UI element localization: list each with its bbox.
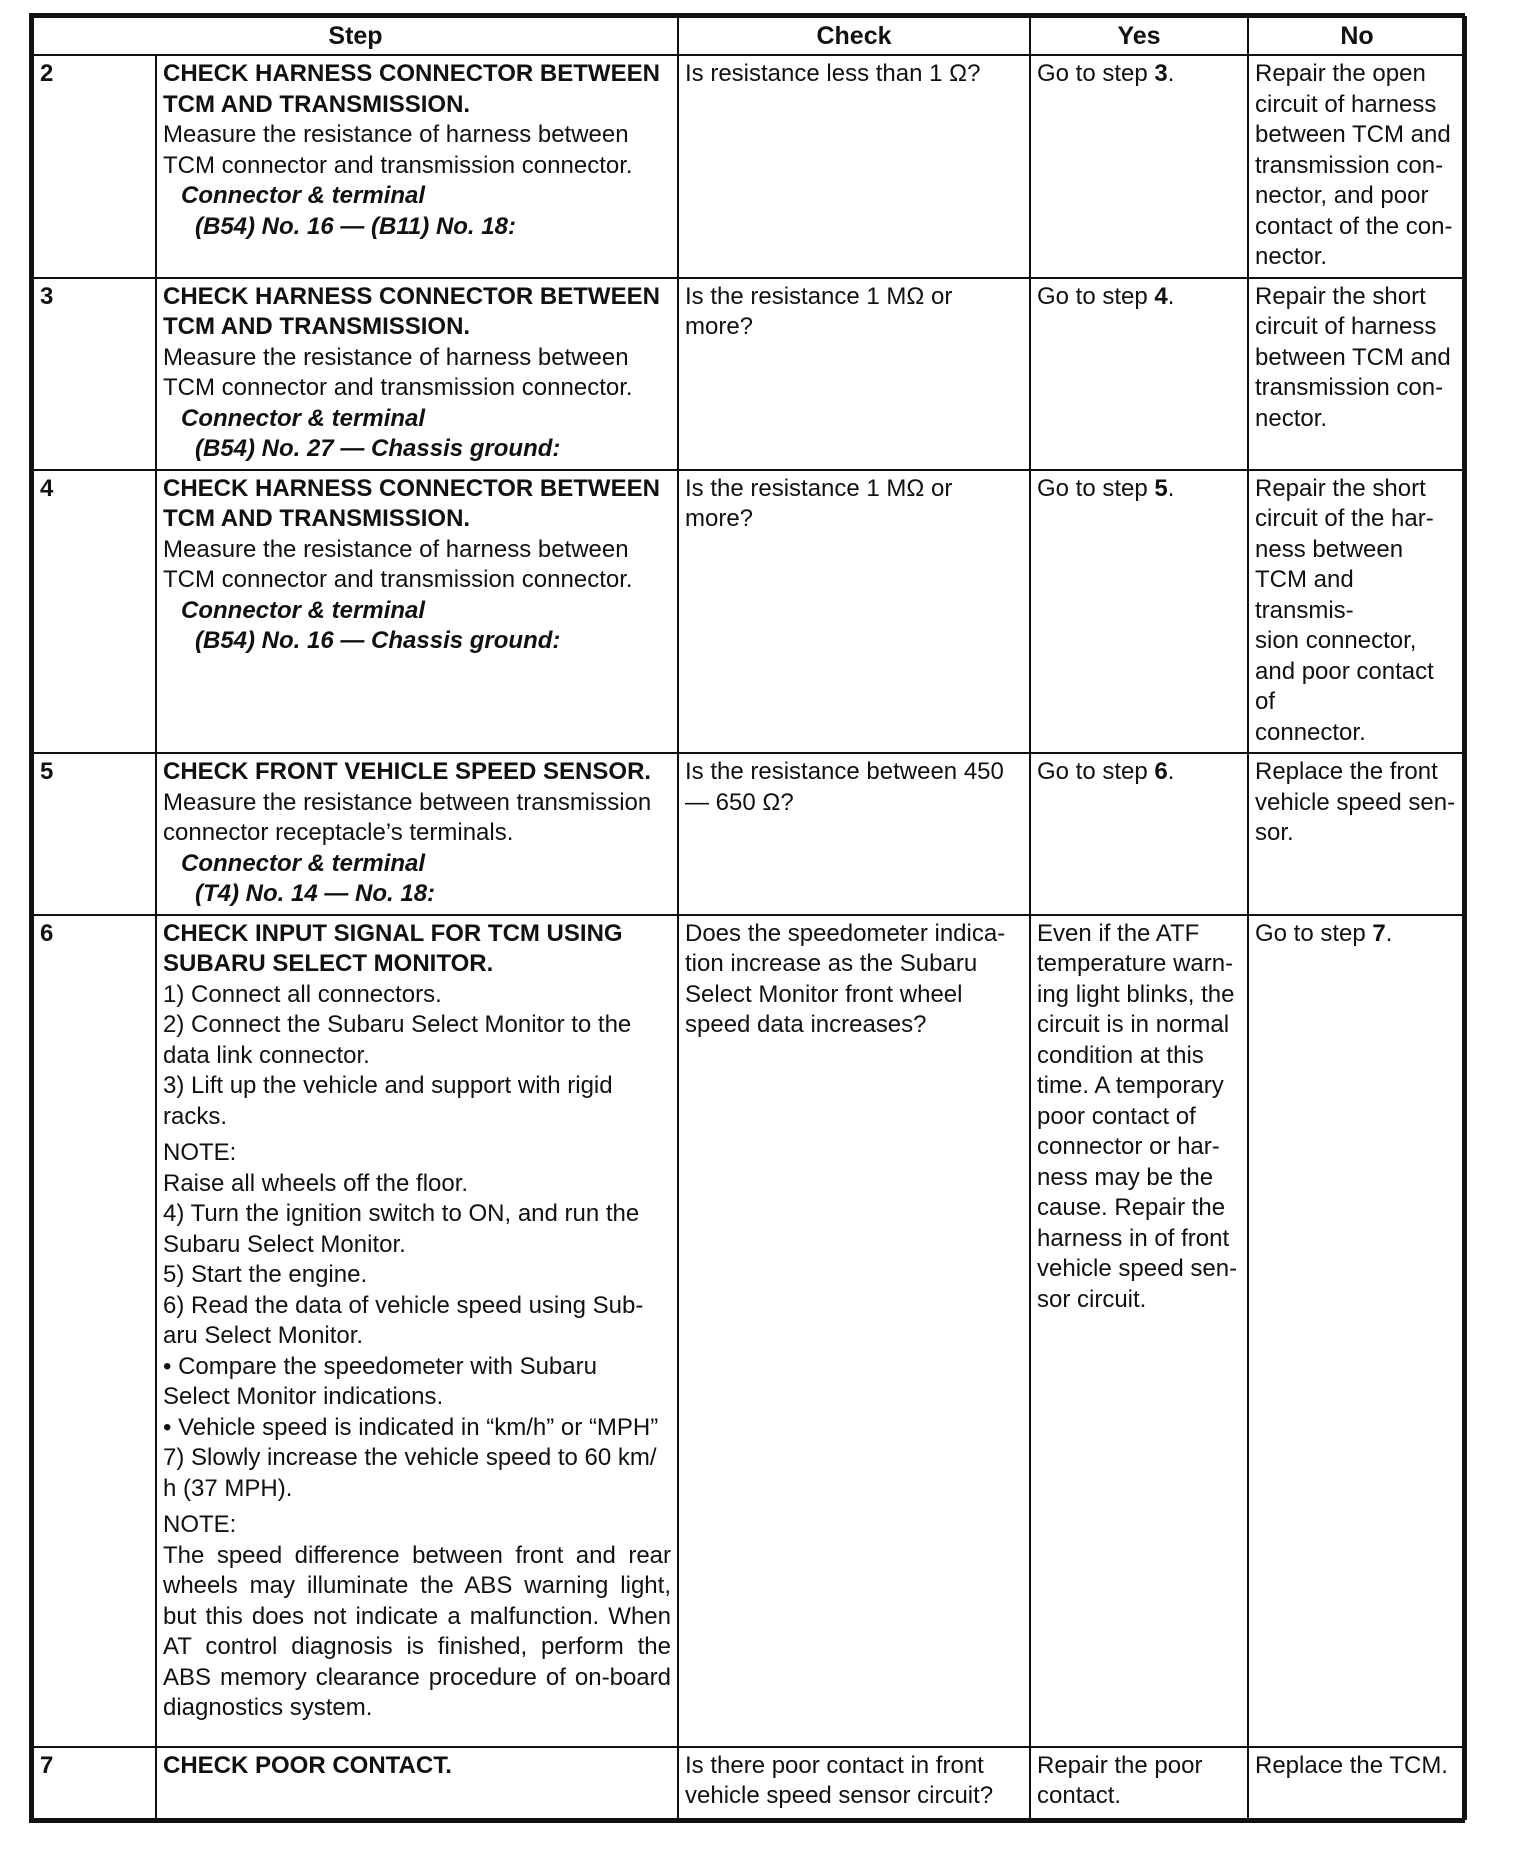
yes-text-end: . bbox=[1167, 60, 1175, 87]
check-text: Is the resistance between 450 bbox=[685, 758, 1004, 785]
step-description bbox=[156, 278, 678, 470]
header-check: Check bbox=[678, 17, 1030, 55]
no-cell bbox=[1248, 915, 1466, 1747]
no-text: circuit of harness bbox=[1255, 313, 1437, 340]
no-step-ref: 7 bbox=[1372, 919, 1386, 947]
no-text: ness between bbox=[1255, 535, 1404, 563]
step-text: Measure the resistance of harness between bbox=[163, 121, 629, 148]
yes-cell bbox=[1030, 915, 1248, 1747]
procedure-step: 6) Read the data of vehicle speed using Sub- bbox=[163, 1291, 644, 1319]
header-yes: Yes bbox=[1030, 17, 1248, 55]
no-text: nector. bbox=[1255, 243, 1328, 270]
procedure-step: 1) Connect all connectors. bbox=[163, 980, 442, 1008]
step-description bbox=[156, 915, 678, 1747]
no-text: transmission con- bbox=[1255, 151, 1444, 179]
table-row-step-2 bbox=[33, 55, 1466, 278]
step-title-line: CHECK HARNESS CONNECTOR BETWEEN bbox=[163, 282, 660, 310]
yes-text: sor circuit. bbox=[1037, 1285, 1147, 1313]
table-header-row bbox=[33, 17, 1466, 55]
yes-cell bbox=[1030, 55, 1248, 278]
step-title-line: CHECK FRONT VEHICLE SPEED SENSOR. bbox=[163, 758, 652, 785]
yes-text: contact. bbox=[1037, 1782, 1122, 1809]
no-cell bbox=[1248, 470, 1466, 754]
yes-text: cause. Repair the bbox=[1037, 1194, 1226, 1221]
yes-text-end: . bbox=[1167, 282, 1175, 310]
yes-text: temperature warn- bbox=[1037, 950, 1234, 977]
yes-text: ness may be the bbox=[1037, 1163, 1214, 1191]
connector-terminal-label: Connector & terminal bbox=[181, 182, 426, 209]
yes-text: poor contact of bbox=[1037, 1102, 1196, 1130]
yes-text: connector or har- bbox=[1037, 1133, 1220, 1160]
note-text-line: ABS memory clearance procedure of on-board bbox=[163, 1663, 671, 1691]
yes-step-ref: 3 bbox=[1154, 60, 1168, 87]
step-number: 5 bbox=[33, 753, 156, 915]
step-title-line: SUBARU SELECT MONITOR. bbox=[163, 950, 494, 977]
header-step: Step bbox=[33, 17, 678, 55]
note-label: NOTE: bbox=[163, 1139, 237, 1166]
yes-step-ref: 4 bbox=[1154, 282, 1168, 310]
step-title-line: CHECK HARNESS CONNECTOR BETWEEN bbox=[163, 474, 660, 502]
note-label: NOTE: bbox=[163, 1511, 237, 1538]
procedure-step: data link connector. bbox=[163, 1041, 370, 1069]
yes-text: vehicle speed sen- bbox=[1037, 1255, 1238, 1282]
check-text: tion increase as the Subaru bbox=[685, 950, 978, 977]
table-row-step-4 bbox=[33, 470, 1466, 754]
connector-terminal-label: Connector & terminal bbox=[181, 404, 426, 432]
no-text: transmission con- bbox=[1255, 374, 1444, 401]
yes-text-end: . bbox=[1167, 758, 1175, 785]
check-text: Does the speedometer indica- bbox=[685, 919, 1006, 947]
no-text: between TCM and bbox=[1255, 343, 1451, 371]
table-row-step-3 bbox=[33, 278, 1466, 470]
note-text-line: AT control diagnosis is finished, perform the bbox=[163, 1633, 671, 1660]
note-text-line: but this does not indicate a malfunction. When bbox=[163, 1602, 671, 1630]
step-text: TCM connector and transmission connector. bbox=[163, 566, 633, 593]
note-text-line: wheels may illuminate the ABS warning light, bbox=[163, 1572, 671, 1599]
check-text: — 650 Ω? bbox=[685, 788, 794, 816]
no-cell bbox=[1248, 753, 1466, 915]
step-title-line: CHECK HARNESS CONNECTOR BETWEEN bbox=[163, 60, 660, 87]
no-text: sion connector, bbox=[1255, 627, 1417, 654]
diagnostic-table-frame bbox=[29, 13, 1465, 1823]
no-text: between TCM and bbox=[1255, 121, 1451, 148]
check-cell: Is resistance less than 1 Ω? bbox=[678, 55, 1030, 278]
yes-text: ing light blinks, the bbox=[1037, 980, 1235, 1008]
step-description bbox=[156, 753, 678, 915]
check-text: vehicle speed sensor circuit? bbox=[685, 1782, 994, 1809]
diagnostic-table bbox=[32, 16, 1467, 1820]
no-text: Replace the front bbox=[1255, 758, 1438, 785]
yes-text: harness in of front bbox=[1037, 1224, 1230, 1252]
yes-text: Go to step bbox=[1037, 282, 1155, 310]
step-title-line: TCM AND TRANSMISSION. bbox=[163, 313, 471, 340]
no-text: contact of the con- bbox=[1255, 212, 1453, 240]
yes-text: condition at this bbox=[1037, 1041, 1204, 1069]
table-row-step-7 bbox=[33, 1747, 1466, 1820]
step-description bbox=[156, 470, 678, 754]
bullet-item: • Compare the speedometer with Subaru bbox=[163, 1352, 597, 1380]
check-text: Is the resistance 1 MΩ or bbox=[685, 474, 953, 502]
connector-terminal-label: Connector & terminal bbox=[181, 596, 426, 624]
yes-text: circuit is in normal bbox=[1037, 1011, 1230, 1038]
check-cell bbox=[678, 753, 1030, 915]
no-text: Go to step bbox=[1255, 919, 1373, 947]
no-text: connector. bbox=[1255, 718, 1366, 746]
no-cell: Replace the TCM. bbox=[1248, 1747, 1466, 1820]
no-text: and poor contact of bbox=[1255, 657, 1434, 715]
step-description bbox=[156, 55, 678, 278]
check-cell bbox=[678, 1747, 1030, 1820]
no-cell bbox=[1248, 55, 1466, 278]
step-title-line: CHECK INPUT SIGNAL FOR TCM USING bbox=[163, 919, 623, 947]
procedure-step: h (37 MPH). bbox=[163, 1474, 293, 1502]
note-text-line: diagnostics system. bbox=[163, 1694, 373, 1721]
step-text: TCM connector and transmission connector. bbox=[163, 374, 633, 401]
yes-cell bbox=[1030, 278, 1248, 470]
procedure-step: aru Select Monitor. bbox=[163, 1322, 364, 1349]
no-text: circuit of the har- bbox=[1255, 505, 1434, 532]
step-title-line: TCM AND TRANSMISSION. bbox=[163, 90, 471, 118]
procedure-step: 3) Lift up the vehicle and support with rigid bbox=[163, 1072, 613, 1099]
yes-cell bbox=[1030, 1747, 1248, 1820]
no-text: Repair the short bbox=[1255, 282, 1426, 310]
note-text: Raise all wheels off the floor. bbox=[163, 1169, 469, 1197]
step-number: 4 bbox=[33, 470, 156, 754]
procedure-step: Subaru Select Monitor. bbox=[163, 1230, 406, 1258]
yes-text: Go to step bbox=[1037, 474, 1155, 502]
yes-cell bbox=[1030, 470, 1248, 754]
procedure-step: 4) Turn the ignition switch to ON, and run the bbox=[163, 1200, 640, 1227]
check-text: Is the resistance 1 MΩ or bbox=[685, 282, 953, 310]
check-text: more? bbox=[685, 505, 754, 532]
check-text: speed data increases? bbox=[685, 1011, 927, 1038]
yes-text: Repair the poor bbox=[1037, 1751, 1203, 1779]
no-text: nector. bbox=[1255, 404, 1328, 432]
bullet-item: • Vehicle speed is indicated in “km/h” or “MPH” bbox=[163, 1413, 659, 1441]
step-description bbox=[156, 1747, 678, 1820]
step-text: Measure the resistance of harness between bbox=[163, 343, 629, 371]
no-text: TCM and transmis- bbox=[1255, 566, 1354, 624]
procedure-step: 2) Connect the Subaru Select Monitor to the bbox=[163, 1011, 632, 1038]
no-text: nector, and poor bbox=[1255, 182, 1429, 209]
step-number: 3 bbox=[33, 278, 156, 470]
no-cell bbox=[1248, 278, 1466, 470]
step-text: Measure the resistance between transmission bbox=[163, 788, 652, 816]
connector-terminal-value: (B54) No. 16 — (B11) No. 18: bbox=[195, 212, 516, 240]
no-text: Repair the open bbox=[1255, 60, 1426, 87]
connector-terminal-value: (T4) No. 14 — No. 18: bbox=[195, 880, 436, 907]
step-title-line: CHECK POOR CONTACT. bbox=[163, 1751, 452, 1779]
yes-text: Go to step bbox=[1037, 758, 1155, 785]
step-text: Measure the resistance of harness between bbox=[163, 535, 629, 563]
procedure-step: 5) Start the engine. bbox=[163, 1261, 368, 1288]
yes-text: time. A temporary bbox=[1037, 1072, 1224, 1099]
step-number: 2 bbox=[33, 55, 156, 278]
note-text bbox=[163, 1541, 671, 1724]
step-number: 6 bbox=[33, 915, 156, 1747]
connector-terminal-label: Connector & terminal bbox=[181, 849, 426, 877]
table-row-step-5 bbox=[33, 753, 1466, 915]
yes-text: Go to step bbox=[1037, 60, 1155, 87]
header-no: No bbox=[1248, 17, 1466, 55]
procedure-step: 7) Slowly increase the vehicle speed to 60 km/ bbox=[163, 1444, 657, 1471]
no-text: sor. bbox=[1255, 819, 1294, 846]
check-text: Is there poor contact in front bbox=[685, 1751, 984, 1779]
no-text: vehicle speed sen- bbox=[1255, 788, 1456, 816]
step-text: TCM connector and transmission connector. bbox=[163, 151, 633, 179]
note-text-line: The speed difference between front and rear bbox=[163, 1541, 671, 1569]
step-text: connector receptacle’s terminals. bbox=[163, 819, 514, 846]
yes-cell bbox=[1030, 753, 1248, 915]
yes-text-end: . bbox=[1167, 474, 1175, 502]
yes-step-ref: 6 bbox=[1154, 758, 1168, 785]
check-text: more? bbox=[685, 313, 754, 340]
check-cell bbox=[678, 278, 1030, 470]
check-cell bbox=[678, 470, 1030, 754]
step-number: 7 bbox=[33, 1747, 156, 1820]
procedure-step: racks. bbox=[163, 1102, 228, 1130]
no-text-end: . bbox=[1385, 919, 1393, 947]
table-row-step-6 bbox=[33, 915, 1466, 1747]
yes-step-ref: 5 bbox=[1154, 474, 1168, 502]
bullet-item: Select Monitor indications. bbox=[163, 1383, 444, 1410]
no-text: circuit of harness bbox=[1255, 90, 1437, 118]
no-text: Repair the short bbox=[1255, 474, 1426, 502]
check-cell bbox=[678, 915, 1030, 1747]
yes-text: Even if the ATF bbox=[1037, 919, 1200, 947]
connector-terminal-value: (B54) No. 27 — Chassis ground: bbox=[195, 435, 561, 462]
check-text: Select Monitor front wheel bbox=[685, 980, 963, 1008]
step-title-line: TCM AND TRANSMISSION. bbox=[163, 505, 471, 532]
connector-terminal-value: (B54) No. 16 — Chassis ground: bbox=[195, 627, 561, 654]
